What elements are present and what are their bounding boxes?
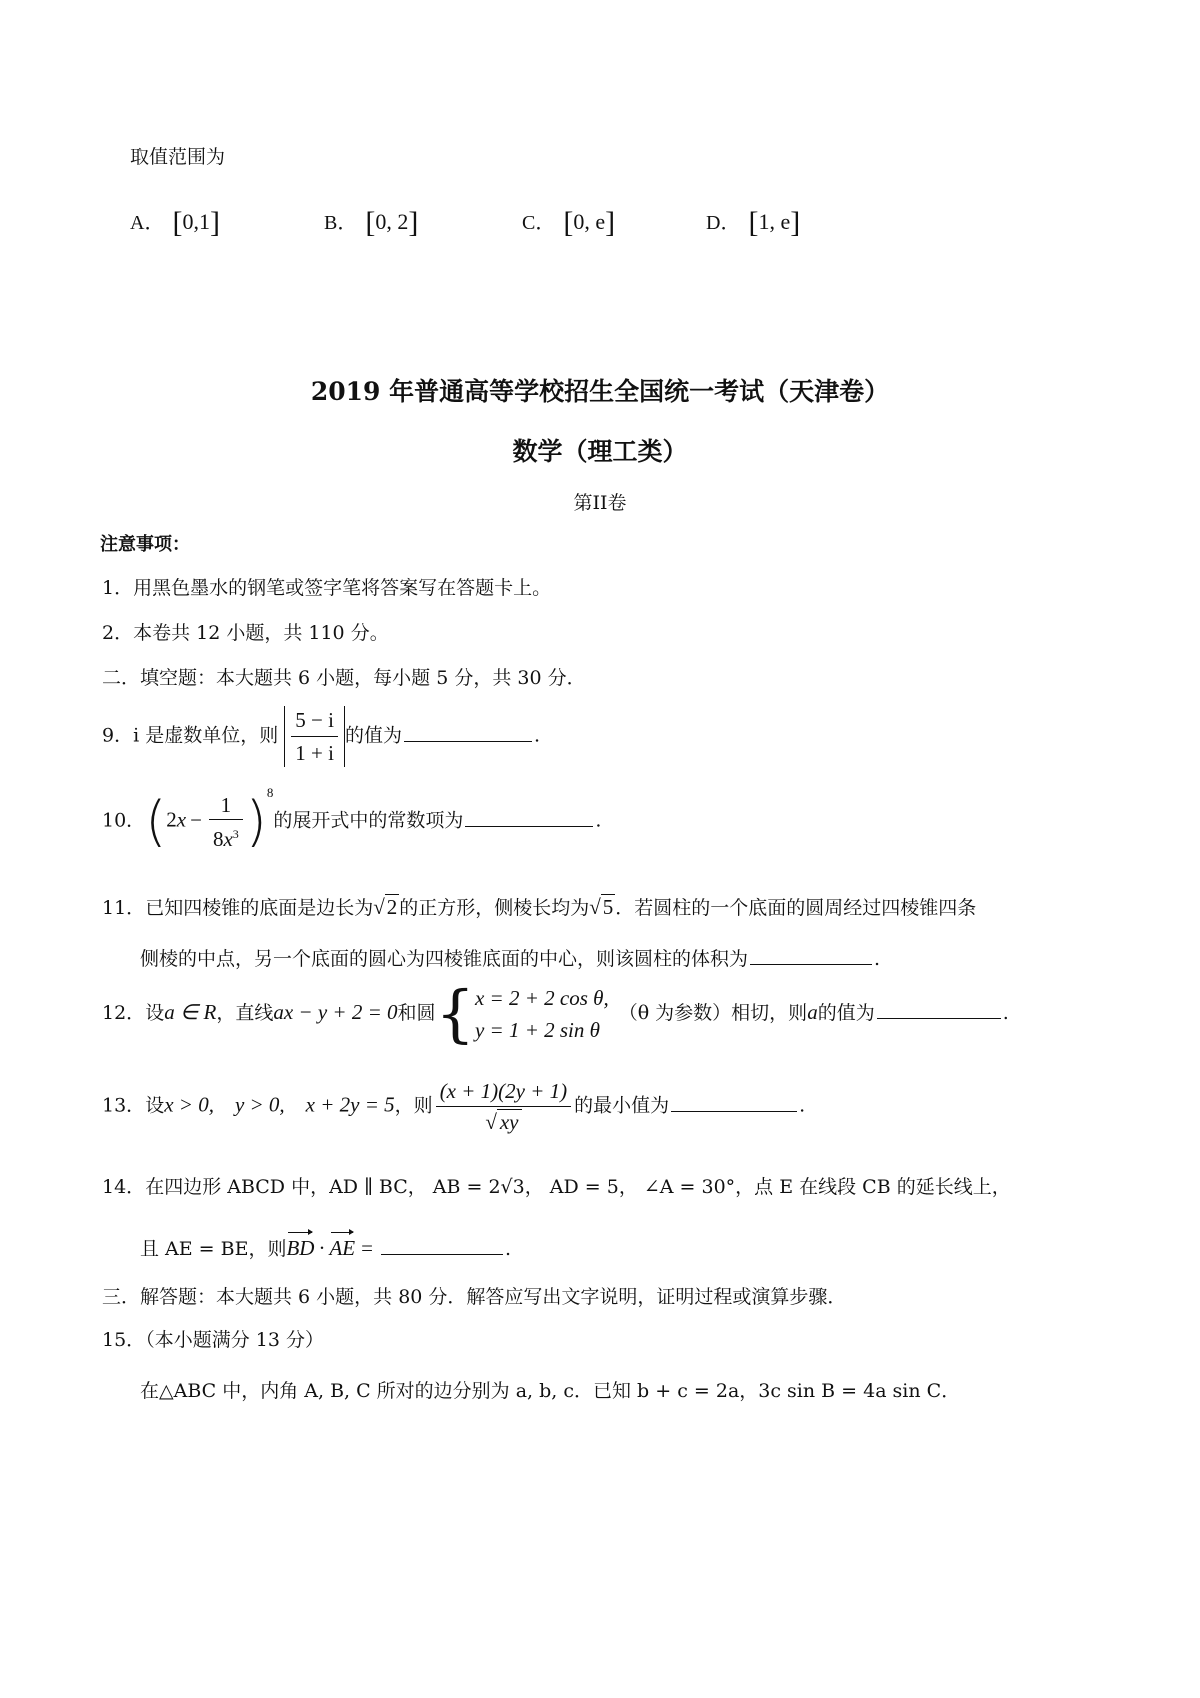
fraction-denominator: 8: [212, 826, 224, 851]
line-equation: ax − y + 2 = 0: [273, 1000, 398, 1024]
question-number: 11．: [102, 897, 146, 919]
question-text: i 是虚数单位，则: [133, 724, 279, 747]
note-item: 2．本卷共 12 小题，共 110 分。: [102, 622, 389, 644]
option-d: D． [1, e]: [706, 206, 801, 239]
exponent: 8: [266, 785, 274, 801]
parametric-x: x = 2 + 2 cos θ,: [474, 986, 609, 1010]
option-a: A． [0,1]: [130, 206, 220, 239]
option-value: 0,1: [182, 209, 210, 234]
question-number: 14．: [102, 1176, 146, 1198]
period: .: [533, 724, 541, 747]
question-14-cont: [140, 1234, 511, 1261]
question-13: 13．设x > 0, y > 0, x + 2y = 5，则 $\frac{(x + 1)(2y + 1)}{√ xy}$ 的最小值为 .: [102, 1079, 806, 1134]
answer-blank: [750, 963, 872, 965]
parametric-y: y = 1 + 2 sin θ: [474, 1018, 600, 1042]
exam-title: 2019 年普通高等学校招生全国统一考试（天津卷）: [310, 377, 890, 406]
option-c: C． [0, e]: [522, 206, 616, 239]
question-10: 10．(2x − $\frac{1}{8x^3}$ )$^8$的展开式中的常数项为 .: [102, 785, 602, 853]
period: .: [1002, 1002, 1009, 1024]
question-text: （θ 为参数）相切，则: [618, 1002, 808, 1024]
vector-ae: AE: [329, 1236, 356, 1260]
fraction-numerator: (x + 1)(2y + 1): [436, 1078, 571, 1107]
vector-bd: BD: [286, 1236, 315, 1260]
right-paren: ): [245, 790, 267, 853]
section-solve: 三．解答题：本大题共 6 小题，共 80 分．解答应写出文字说明，证明过程或演算步骤．: [102, 1286, 847, 1308]
question-number: 10．: [102, 809, 146, 832]
option-value: 0, e: [573, 209, 606, 234]
question-text: ，直线: [216, 1002, 274, 1024]
question-12: [102, 977, 1009, 1050]
notes-heading: 注意事项：: [100, 534, 190, 555]
question-text: 已知四棱锥的底面是边长为: [145, 897, 374, 919]
period: .: [595, 809, 602, 832]
question-text: 的值为: [344, 724, 402, 747]
question-11-cont: [140, 944, 880, 971]
question-14: [102, 1172, 1011, 1199]
question-text: ，则: [394, 1094, 433, 1117]
answer-blank: [465, 825, 593, 827]
term-variable: x: [176, 807, 187, 832]
option-label: D．: [706, 212, 741, 234]
volume-label: 第II卷: [573, 492, 627, 514]
question-number: 13．: [102, 1094, 146, 1117]
sqrt-expression: √5: [589, 895, 614, 919]
question-text: 侧棱的中点，另一个底面的圆心为四棱锥底面的中心，则该圆柱的体积为: [140, 948, 749, 970]
question-number: 12．: [102, 1002, 146, 1024]
left-brace: {: [435, 977, 475, 1050]
question-number: 9．: [102, 724, 134, 747]
option-label: B．: [324, 212, 358, 234]
question-text: 的值为: [817, 1002, 875, 1024]
question-points: （本小题满分 13 分）: [145, 1329, 324, 1351]
left-paren: (: [145, 790, 167, 853]
question-text: 设: [145, 1002, 165, 1024]
option-label: A．: [130, 212, 165, 234]
option-value: 1, e: [758, 209, 791, 234]
question-text: ．若圆柱的一个底面的圆周经过四棱锥四条: [615, 897, 977, 919]
question-15: [102, 1325, 324, 1352]
question-text: 且 AE = BE，则: [140, 1238, 287, 1260]
fraction-denominator: 1 + i: [295, 741, 334, 765]
answer-blank: [671, 1110, 797, 1112]
question-text: 设: [145, 1094, 165, 1117]
dot-operator: ·: [318, 1236, 326, 1260]
question-text: 的展开式中的常数项为: [273, 809, 464, 832]
fraction-denominator: xy: [497, 1109, 522, 1134]
period: .: [874, 948, 881, 970]
option-value: 0, 2: [375, 209, 409, 234]
section-fill-in: 二．填空题：本大题共 6 小题，每小题 5 分，共 30 分．: [102, 667, 586, 689]
variable: a: [807, 1000, 818, 1024]
option-label: C．: [522, 212, 556, 234]
minus-sign: −: [190, 807, 202, 832]
answer-blank: [877, 1017, 1001, 1019]
note-item: 1．用黑色墨水的钢笔或签字笔将答案写在答题卡上。: [102, 577, 552, 599]
question-9: [102, 706, 540, 767]
equals-sign: =: [361, 1236, 373, 1260]
conditions: x > 0, y > 0, x + 2y = 5: [164, 1092, 395, 1117]
exam-subject: 数学（理工类）: [512, 437, 688, 466]
question-number: 15．: [102, 1329, 146, 1351]
period: .: [504, 1238, 512, 1260]
term-variable: x: [223, 826, 233, 851]
abs-expression: [284, 706, 345, 767]
question-11: [102, 893, 976, 920]
question-text: 的最小值为: [574, 1094, 670, 1117]
radicand: 2: [386, 895, 398, 919]
prev-question-tail: 取值范围为: [130, 146, 226, 168]
condition: a ∈ R: [164, 1000, 217, 1024]
question-text: 的正方形，侧棱长均为: [399, 897, 590, 919]
option-b: B． [0, 2]: [324, 206, 419, 239]
question-text: 和圆: [397, 1002, 436, 1024]
sqrt-expression: √2: [373, 895, 398, 919]
answer-blank: [404, 740, 532, 742]
radicand: 5: [602, 895, 614, 919]
term-coefficient: 2: [166, 807, 177, 832]
fraction-numerator: 5 − i: [291, 706, 338, 737]
period: .: [799, 1094, 806, 1117]
fraction-numerator: 1: [209, 793, 243, 820]
question-text: 在四边形 ABCD 中，AD ∥ BC， AB = 2√3， AD = 5， ∠A = 30°，点 E 在线段 CB 的延长线上，: [145, 1176, 1011, 1198]
question-15-body: 在△ABC 中，内角 A, B, C 所对的边分别为 a, b, c．已知 b + c = 2a，3c sin B = 4a sin C．: [140, 1380, 961, 1402]
answer-blank: [381, 1253, 503, 1255]
